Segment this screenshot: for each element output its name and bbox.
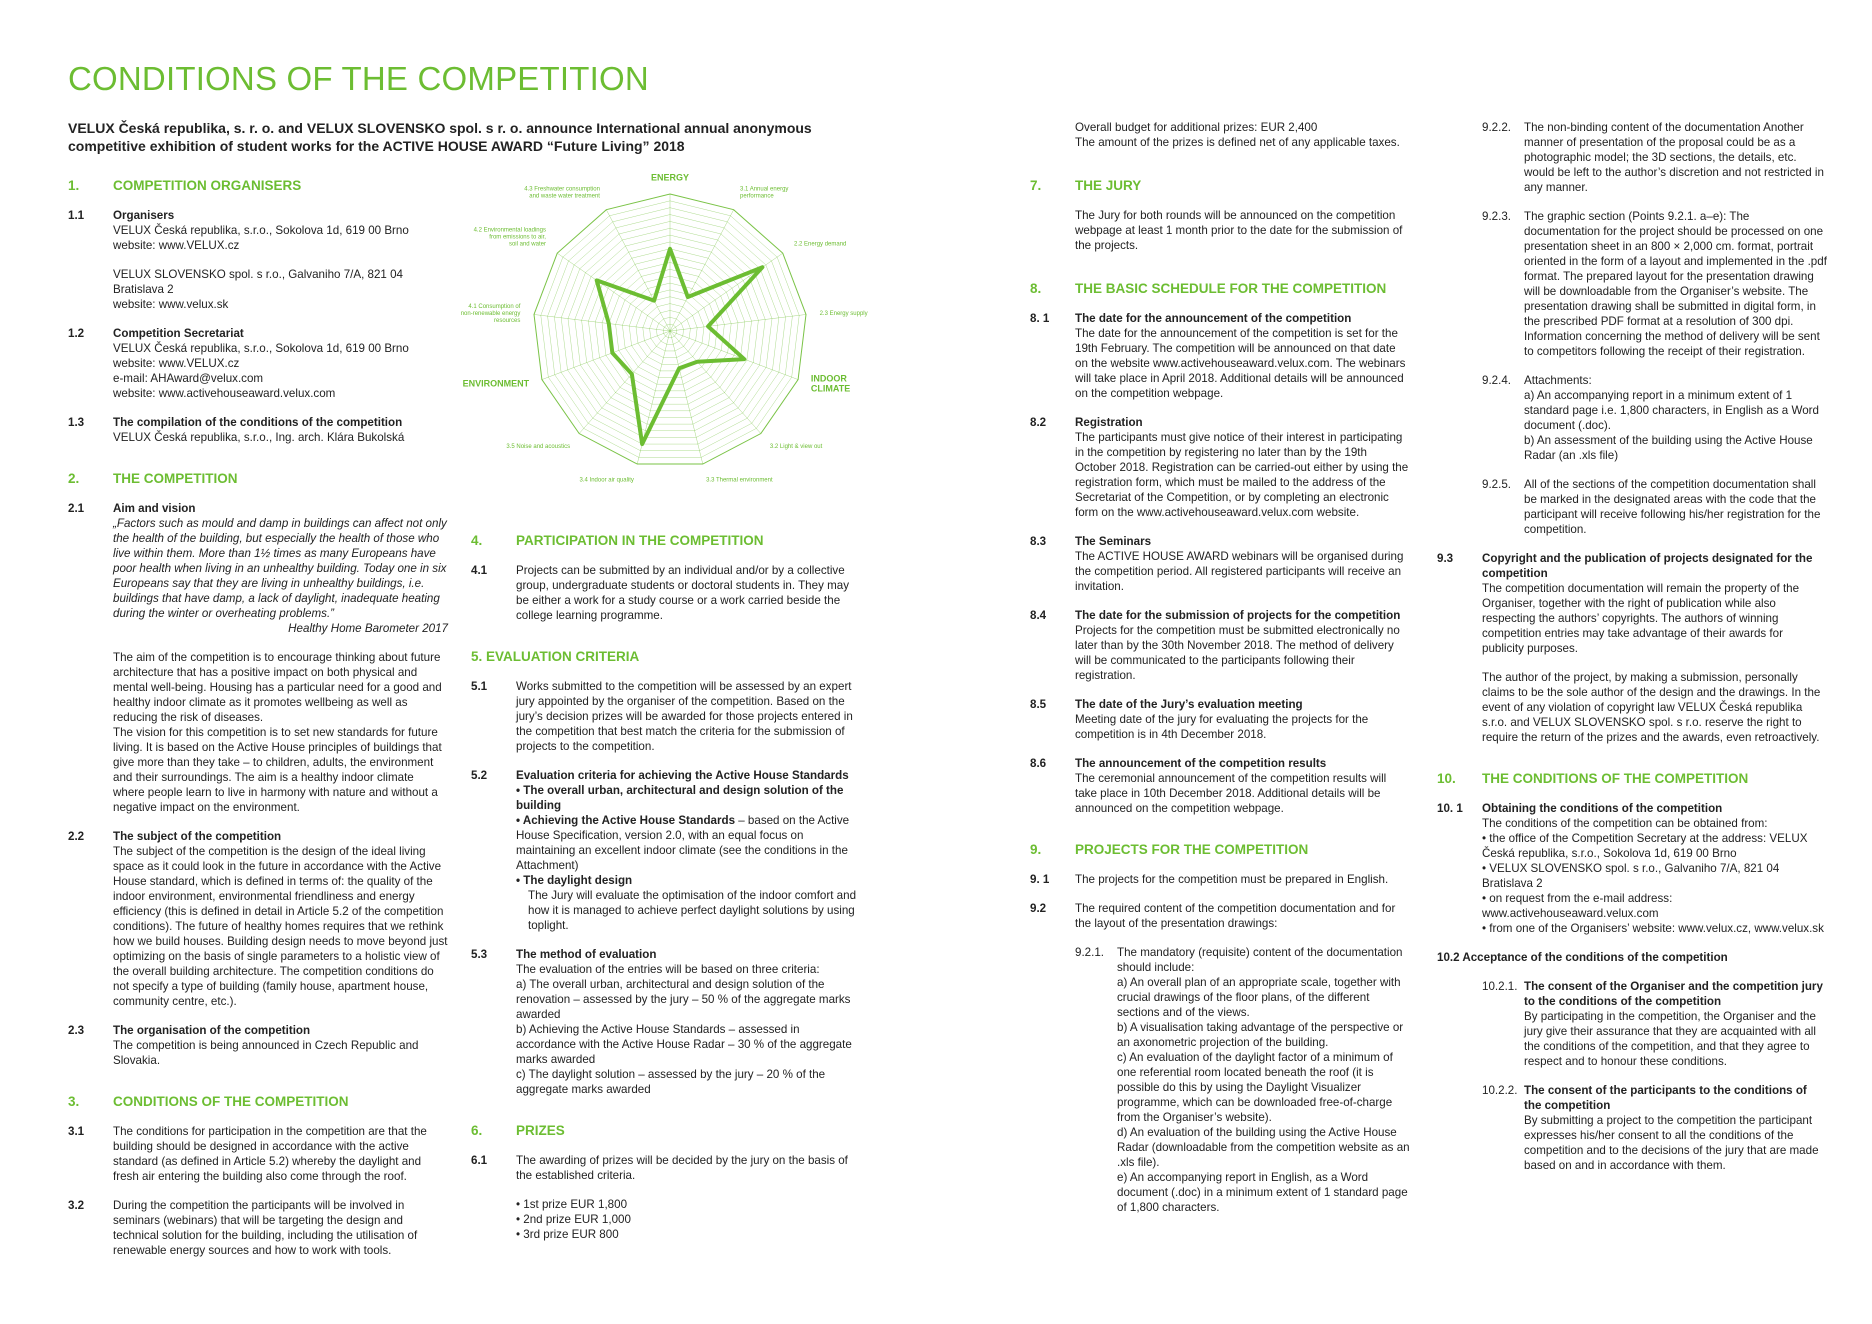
radar-spoke <box>670 331 798 380</box>
item-2-2: 2.2 The subject of the competition The subject of the competition is the design of the ideal living space as it could look in the future in accordance with the Active House standard, which is defined in terms of: the quality of the indoor environment, environmental friendliness and energy efficiency (this is defined in detail in Article 5.2 of the competition conditions). The future of healthy homes requires that we rethink how we build houses. Building design needs to move beyond just optimizing on the basis of single parameters to a holistic view of the overall building architecture. The competition conditions do not specify a type of building (family house, apartment house, community centre, etc.). <box>68 830 448 1008</box>
item-9-3: 9.3 Copyright and the publication of projects designated for the competition The competition documentation will remain the property of the Organiser, together with the right of publication while also respecting the authors’ copyrights. The authors of winning competition entries may take advantage of their awards for publicity purposes. The author of the project, by making a submission, personally claims to be the sole author of the design and the drawings. In the event of any violation of copyright law VELUX Česká republika s.r.o. and VELUX SLOVENSKO spol. s r.o. reserve the right to require the return of the prizes and the awards, even retroactively. <box>1437 552 1821 744</box>
radar-axis-label: 3.2 Light & view out <box>769 443 823 450</box>
item-8-4: 8.4 The date for the submission of projects for the competition Projects for the competition must be submitted electronically no later than by the 30th November 2018. The method of delivery will be communicated to the participants following their registration. <box>1030 609 1401 682</box>
section-heading: 9. PROJECTS FOR THE COMPETITION <box>1030 842 1309 857</box>
item-8-3: 8.3 The Seminars The ACTIVE HOUSE AWARD webinars will be organised during the competition period. All registered participants will receive an invitation. <box>1030 535 1404 593</box>
item-4-1: 4.1 Projects can be submitted by an individual and/or by a collective group, undergraduate students or doctoral students in. They may be either a work for a study course or a work carried beside the college learning programme. <box>471 564 849 622</box>
item-5-2: 5.2 Evaluation criteria for achieving the Active House Standards • The overall urban, architectural and design solution of the building • Achieving the Active House Standards – based on the Active House Specification, version 2.0, with an equal focus on maintaining an excellent indoor climate (see the conditions in the Attachment) • The daylight design The Jury will evaluate the optimisation of the indoor comfort and how it is managed to achieve perfect daylight solutions by using toplight. <box>471 769 857 932</box>
item-9-2: 9.2 The required content of the competition documentation and for the layout of the presentation drawings: <box>1030 902 1396 930</box>
item-9-2-5: 9.2.5. All of the sections of the competition documentation shall be marked in the designated areas with the code that the participant will receive following his/her registration for the competition. <box>1482 478 1821 536</box>
radar-axis-label: 3.3 Thermal environment <box>706 477 773 484</box>
section-heading: 2. THE COMPETITION <box>68 471 238 486</box>
item-2-3: 2.3 The organisation of the competition The competition is being announced in Czech Republic and Slovakia. <box>68 1024 419 1067</box>
section-heading: 4. PARTICIPATION IN THE COMPETITION <box>471 533 764 548</box>
item-6-1: 6.1 The awarding of prizes will be decided by the jury on the basis of the established criteria. • 1st prize EUR 1,800 • 2nd prize EUR 1,000 • 3rd prize EUR 800 <box>471 1154 848 1241</box>
intro-text: VELUX Česká republika, s. r. o. and VELUX SLOVENSKO spol. s r. o. announce International annual anonymous competitive exhibition of student works for the ACTIVE HOUSE AWARD “Future Living” 2018 <box>68 120 812 154</box>
section-heading: 1. COMPETITION ORGANISERS <box>68 178 302 193</box>
radar-axis-label: 4.3 Freshwater consumption and waste water treatment <box>524 186 600 200</box>
radar-axis-label: ENERGY <box>650 172 690 183</box>
section-heading: 7. THE JURY <box>1030 178 1142 193</box>
section-heading: 3. CONDITIONS OF THE COMPETITION <box>68 1094 349 1109</box>
column-4 <box>1437 120 1827 1187</box>
item-1-2: 1.2 Competition Secretariat VELUX Česká republika, s.r.o., Sokolova 1d, 619 00 Brno website: www.VELUX.cz e-mail: AHAward@velux.com website: www.activehouseaward.velux.com <box>68 327 409 400</box>
item-3-1: 3.1 The conditions for participation in the competition are that the building should be designed in accordance with the active standard (as defined in Article 5.2) whereby the daylight and fresh air entering the building also come through the roof. <box>68 1125 427 1183</box>
item-8-6: 8.6 The announcement of the competition results The ceremonial announcement of the competition results will take place in 10th December 2018. Additional details will be announced on the competition webpage. <box>1030 757 1387 815</box>
radar-axis-label: 2.2 Energy demand <box>794 241 847 248</box>
column-3: Overall budget for additional prizes: EUR 2,400 The amount of the prizes is defined net of any applicable taxes. 7. THE JURY The Jury for both rounds will be announced on the competition webpage at least 1 month prior to the date for the submission of the projects. 8. THE BASIC SCHEDULE FOR THE COMPETITION 8. 1 The date for the announcement of the competition The date for the announcement of the competition is set for the 19th February. The competition will be announced on that date on the website www.activehouseaward.velux.com. The webinars will take place in April 2018. Additional details will be announced on the competition webpage. 8.2 Registration The participants must give notice of their interest in participating in the competition by registering no later than by the 19th October 2018. Registration can be carried-out either by using the registration form, which must be mailed to the address of the Secretariat of the Competition, or by completing an electronic form on the www.activehouseaward.velux.com website. 8.3 The Seminars The ACTIVE HOUSE AWARD webinars will be organised during the competition period. All registered participants will receive an invitation. 8.4 The date for the submission of projects for the competition Projects for the competition must be submitted electronically no later than by the 30th November 2018. The method of delivery will be communicated to the participants following their registration. 8.5 The date of the Jury’s evaluation meeting Meeting date of the jury for evaluating the projects for the competition is in 4th December 2018. 8.6 The announcement of the competition results The ceremonial announcement of the competition results will take place in 10th December 2018. Additional details will be announced on the competition webpage. 9. PROJECTS FOR THE COMPETITION 9. 1 The projects for the competition must be prepared in English. 9.2 The required content of the competition documentation and for the layout of the presentation drawings: 9.2.1. The mandatory (requisite) content of the documentation should include: a) An overall plan of an appropriate scale, together with crucial drawings of the floor plans, of the different sections and of the views. b) A visualisation taking advantage of the perspective or an axonometric projection of the building. c) An evaluation of the daylight factor of a minimum of one referential room located beneath the roof (it is possible do this by using the Daylight Visualizer programme, which can be downloaded free-of-charge from the Organiser’s website). d) An evaluation of the building using the Active House Radar (downloadable from the competition website as an .xls file). e) An accompanying report in English, as a Word document (.doc) in a minimum extent of 1 standard page of 1,800 characters. <box>1030 121 1410 1214</box>
radar-axis-label: 3.5 Noise and acoustics <box>506 443 571 450</box>
item-5-3: 5.3 The method of evaluation The evaluation of the entries will be based on three criteria: a) The overall urban, architectural and design solution of the renovation – assessed by the jury – 50 % of the aggregate marks awarded b) Achieving the Active House Standards – assessed in accordance with the Active House Radar – 30 % of the aggregate marks awarded c) The daylight solution – assessed by the jury – 20 % of the aggregate marks awarded <box>471 948 852 1096</box>
item-8-2: 8.2 Registration The participants must give notice of their interest in participating in the competition by registering no later than by the 19th October 2018. Registration can be carried-out either by using the registration form, which must be mailed to the address of the Secretariat of the Competition, or by completing an electronic form on the www.activehouseaward.velux.com website. <box>1030 416 1409 519</box>
item-10-2-1: 10.2.1. The consent of the Organiser and the competition jury to the conditions of the competition By participating in the competition, the Organiser and the jury give their assurance that they are acquainted with all the conditions of the competition, and that they agree to respect and to honour these conditions. <box>1482 980 1823 1068</box>
item-3-2: 3.2 During the competition the participants will be involved in seminars (webinars) that will be targeting the design and technical solution for the building, including the utilisation of renewable energy sources and how to work with tools. <box>68 1199 418 1257</box>
column-1 <box>68 178 448 1272</box>
radar-spoke <box>542 331 670 380</box>
item-9-1: 9. 1 The projects for the competition must be prepared in English. <box>1030 873 1389 886</box>
item-1-3: 1.3 The compilation of the conditions of the competition VELUX Česká republika, s.r.o., Ing. arch. Klára Bukolská <box>68 416 405 444</box>
radar-axis-label: 4.1 Consumption of non-renewable energy resources <box>460 303 521 324</box>
item-10-1: 10. 1 Obtaining the conditions of the competition The conditions of the competition can be obtained from: • the office of the Competition Secretary at the address: VELUX Česká republika, s.r.o., Sokolova 1d, 619 00 Brno • VELUX SLOVENSKO spol. s r.o., Galvaniho 7/A, 821 04 Bratislava 2 • on request from the e-mail address: www.activehouseaward.velux.com • from one of the Organisers’ website: www.velux.cz, www.velux.sk <box>1437 802 1824 935</box>
radar-axis-label: INDOOR CLIMATE <box>810 373 851 394</box>
item-9-2-4: 9.2.4. Attachments: a) An accompanying report in a minimum extent of 1 standard page i.e. 1,800 characters, in English as a Word document (.doc). b) An assessment of the building using the Active House Radar (an .xls file) <box>1482 374 1819 462</box>
section-heading: 6. PRIZES <box>471 1123 565 1138</box>
radar-axis-label: 3.4 Indoor air quality <box>579 477 634 484</box>
item-2-1: 2.1 Aim and vision „Factors such as mould and damp in buildings can affect not only the health of the building, but especially the health of those who live within them. More than 1½ times as many Europeans have poor health when living in an unhealthy building. Today one in six Europeans say that they are living in unhealthy buildings, i.e. buildings that have damp, a lack of daylight, inadequate heating during the winter or overheating problems.” Healthy Home Barometer 2017 The aim of the competition is to encourage thinking about future architecture that has a positive impact on both physical and mental well-being. Housing has a particular need for a good and healthy indoor climate as it promotes wellbeing as well as reducing the risk of diseases. The vision for this competition is to set new standards for future living. It is based on the Active House principles of buildings that give more than they take – to children, adults, the environment and their surroundings. The aim is a healthy indoor climate where people learn to live in harmony with nature and without a negative impact on the environment. <box>68 502 448 814</box>
radar-spoke <box>606 210 670 331</box>
radar-data-line <box>597 249 763 444</box>
item-8-1: 8. 1 The date for the announcement of the competition The date for the announcement of the competition is set for the 19th February. The competition will be announced on that date on the website www.activehouseaward.velux.com. The webinars will take place in April 2018. Additional details will be announced on the competition webpage. <box>1030 312 1406 400</box>
item-9-2-2: 9.2.2. The non-binding content of the documentation Another manner of presentation of the proposal could be as a photographic model; the 3D sections, the details, etc. would be left to the author’s discretion and not restricted in any manner. <box>1482 121 1824 194</box>
section-heading: 5. EVALUATION CRITERIA <box>471 649 640 664</box>
radar-axis-label: 3.1 Annual energy performance <box>740 186 789 200</box>
radar-axis-label: 2.3 Energy supply <box>819 310 868 317</box>
active-house-radar <box>460 172 870 486</box>
section-heading: 10. THE CONDITIONS OF THE COMPETITION <box>1437 771 1749 786</box>
item-9-2-1: 9.2.1. The mandatory (requisite) content of the documentation should include: a) An overall plan of an appropriate scale, together with crucial drawings of the floor plans, of the different sections and of the views. b) A visualisation taking advantage of the perspective or an axonometric projection of the building. c) An evaluation of the daylight factor of a minimum of one referential room located beneath the roof (it is possible do this by using the Daylight Visualizer programme, which can be downloaded free-of-charge from the Organiser’s website). d) An evaluation of the building using the Active House Radar (downloadable from the competition website as an .xls file). e) An accompanying report in English, as a Word document (.doc) in a minimum extent of 1 standard page of 1,800 characters. <box>1075 946 1410 1214</box>
column-2 <box>471 533 861 1256</box>
item-7: The Jury for both rounds will be announced on the competition webpage at least 1 month prior to the date for the submission of the projects. <box>1075 209 1403 252</box>
radar-spoke <box>670 331 761 434</box>
radar-axis-label: 4.2 Environmental loadings from emissions to air, soil and water <box>473 227 546 248</box>
page-title: CONDITIONS OF THE COMPETITION <box>68 60 649 97</box>
subheading-10-2: 10.2 Acceptance of the conditions of the competition <box>1437 951 1728 964</box>
radar-axis-label: ENVIRONMENT <box>462 378 530 389</box>
item-5-1: 5.1 Works submitted to the competition will be assessed by an expert jury appointed by the organiser of the competition. Based on the jury’s decision prizes will be awarded for those projects entered in the competition that best match the criteria for the submission of projects to the competition. <box>471 680 853 753</box>
item-8-5: 8.5 The date of the Jury’s evaluation meeting Meeting date of the jury for evaluating the projects for the competition is in 4th December 2018. <box>1030 698 1369 741</box>
item-1-1: 1.1 Organisers VELUX Česká republika, s.r.o., Sokolova 1d, 619 00 Brno website: www.VELUX.cz VELUX SLOVENSKO spol. s r.o., Galvaniho 7/A, 821 04 Bratislava 2 website: www.velux.sk <box>68 209 409 311</box>
section-heading: 8. THE BASIC SCHEDULE FOR THE COMPETITION <box>1030 281 1387 296</box>
item-9-2-3: 9.2.3. The graphic section (Points 9.2.1. a–e): The documentation for the project should be processed on one presentation sheet in an 800 × 2,000 cm. format, portrait oriented in the form of a layout and implemented in the .pdf format. The prepared layout for the presentation drawing will be downloadable from the Organiser’s website. The presentation drawing shall be submitted in digital form, in the prescribed PDF format at a resolution of 300 dpi. Information concerning the method of delivery will be sent to competitors following the receipt of their registration. <box>1482 210 1827 358</box>
item-10-2-2: 10.2.2. The consent of the participants to the conditions of the competition By submitting a project to the competition the participant expresses his/her consent to all the conditions of the competition and to the decisions of the jury that are made based on and in accordance with them. <box>1482 1084 1819 1172</box>
